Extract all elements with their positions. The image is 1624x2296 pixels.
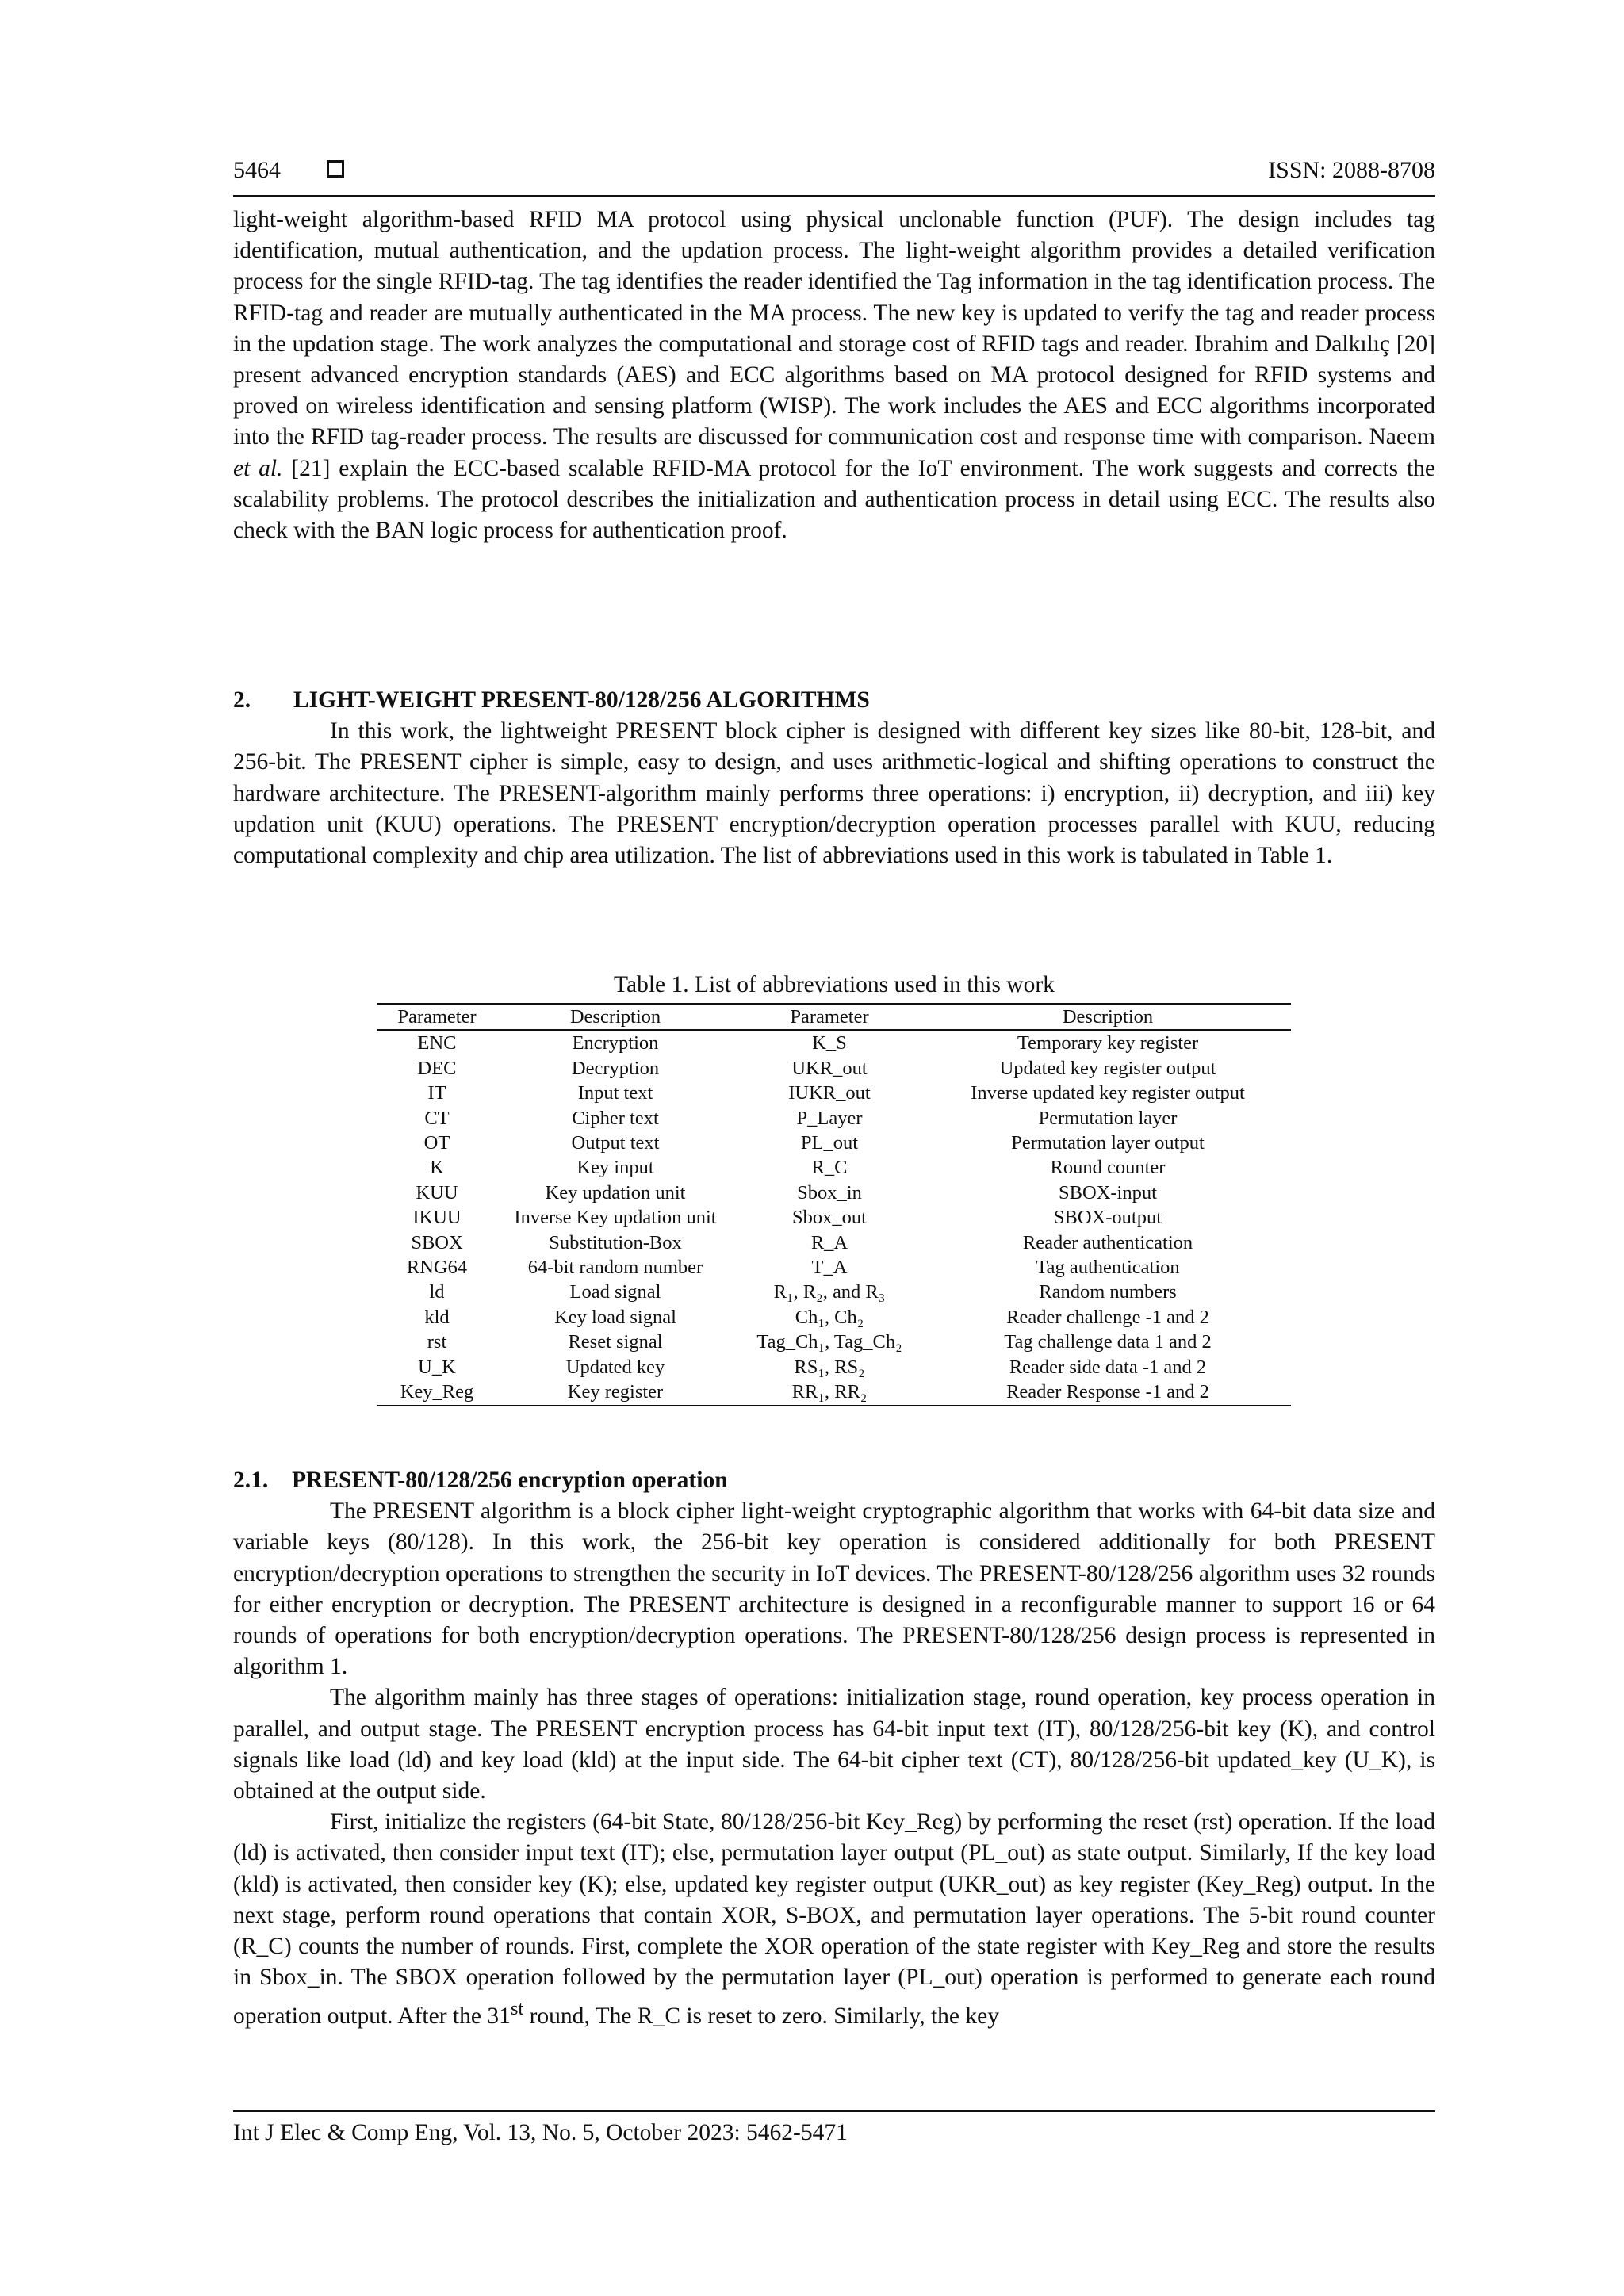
table-cell: Inverse Key updation unit <box>514 1207 717 1229</box>
table-row <box>377 1380 1291 1405</box>
table-row <box>377 1106 1291 1131</box>
table-cell: PL_out <box>800 1132 859 1154</box>
table-cell: Updated key register output <box>999 1057 1216 1079</box>
table-cell: Output text <box>571 1132 660 1154</box>
table-cell: Reader side data -1 and 2 <box>1009 1356 1207 1378</box>
table-cell: RS₁, RS₂ <box>794 1356 865 1378</box>
table-row <box>377 1255 1291 1280</box>
table-cell: Reader challenge -1 and 2 <box>1006 1306 1209 1328</box>
table-row <box>377 1305 1291 1330</box>
table-cell: Temporary key register <box>1017 1032 1199 1054</box>
table-cell: Input text <box>577 1082 653 1104</box>
table-cell: T_A <box>811 1257 848 1279</box>
table-row <box>377 1131 1291 1155</box>
table-cell: U_K <box>418 1356 456 1378</box>
table-cell: Sbox_out <box>792 1207 867 1229</box>
table-row <box>377 1330 1291 1354</box>
table-cell: Reader authentication <box>1022 1231 1193 1253</box>
intro-block <box>233 205 1435 546</box>
table-cell: RR₁, RR₂ <box>734 1380 925 1405</box>
table-cell: R_C <box>811 1157 848 1179</box>
table-cell: UKR_out <box>791 1057 868 1079</box>
body-text-b: round, The R_C is reset to zero. Similarly, the key <box>523 2003 999 2030</box>
intro-text-a: light-weight algorithm-based RFID MA protocol using physical unclonable function (PUF). The design includes tag identification, mutual authentication, and the updation process. The light-weight algorithm provides a detailed verification process for the single RFID-tag. The tag identifies the reader identified the Tag information in the tag identification process. The RFID-tag and reader are mutually authenticated in the MA process. The new key is updated to verify the tag and reader process in the updation stage. The work analyzes the computational and storage cost of RFID tags and reader. Ibrahim and Dalkılıç [20] present advanced encryption standards (AES) and ECC algorithms based on MA protocol designed for RFID systems and proved on wireless identification and sensing platform (WISP). The work includes the AES and ECC algorithms incorporated into the RFID tag-reader process. The results are discussed for communication cost and response time with comparison. Naeem <box>233 207 1435 450</box>
table-row <box>377 1230 1291 1255</box>
table-row <box>377 1181 1291 1205</box>
table-cell: Sbox_in <box>797 1181 862 1203</box>
header-rule <box>233 195 1435 197</box>
table-cell: Reset signal <box>568 1331 663 1353</box>
table-cell: Key_Reg <box>377 1380 496 1405</box>
table-cell: Round counter <box>1050 1157 1166 1179</box>
table-row <box>377 1155 1291 1180</box>
intro-paragraph <box>233 205 1435 546</box>
section-heading <box>233 685 1435 716</box>
section-2-paragraph: In this work, the lightweight PRESENT block cipher is designed with different key sizes like 80-bit, 128-bit, and 256-bit. The PRESENT cipher is simple, easy to design, and uses arithmetic-logical and shifting operations to construct the hardware architecture. The PRESENT-algorithm mainly performs three operations: i) encryption, ii) decryption, and iii) key updation unit (KUU) operations. The PRESENT encryption/decryption operation processes parallel with KUU, reducing computational complexity and chip area utilization. The list of abbreviations used in this work is tabulated in Table 1. <box>233 718 1435 869</box>
table-cell: Cipher text <box>572 1107 659 1129</box>
table-cell: RNG64 <box>406 1257 468 1279</box>
table-cell: IUKR_out <box>788 1082 871 1104</box>
square-bullet-icon <box>327 160 344 178</box>
table-cell: Encryption <box>572 1032 659 1054</box>
table-cell: kld <box>424 1306 450 1328</box>
table-cell: R_A <box>810 1231 848 1253</box>
table-cell: KUU <box>416 1181 458 1203</box>
body-text-a: First, initialize the registers (64-bit State, 80/128/256-bit Key_Reg) by performing the reset (rst) operation. If the load (ld) is activated, then consider input text (IT); else, permutation layer output (PL_out) as state output. Similarly, If the key load (kld) is activated, then consider key (K); else, updated key register output (UKR_out) as key register (Key_Reg) output. In the next stage, perform round operations that contain XOR, S-BOX, and permutation layer operations. The 5-bit round counter (R_C) counts the number of rounds. First, complete the XOR operation of the state register with Key_Reg and store the results in Sbox_in. The SBOX operation followed by the permutation layer (PL_out) operation is performed to generate each round operation output. After the 31 <box>233 1809 1435 2030</box>
column-header: Description <box>496 1004 734 1030</box>
table-header-row <box>377 1004 1291 1030</box>
column-header: Parameter <box>734 1004 925 1030</box>
table-cell: Key load signal <box>554 1306 676 1328</box>
table-cell: Tag challenge data 1 and 2 <box>1004 1331 1212 1353</box>
table-cell: CT <box>424 1107 450 1129</box>
table-cell: K_S <box>812 1032 847 1054</box>
table-row <box>377 1280 1291 1304</box>
table-cell: SBOX-output <box>1053 1207 1162 1229</box>
table-cell: SBOX <box>411 1231 463 1253</box>
table-cell: Key register <box>496 1380 734 1405</box>
subsection-number: 2.1. <box>233 1468 269 1493</box>
table-cell: R₁, R₂, and R₃ <box>773 1281 886 1303</box>
subsection-title: PRESENT-80/128/256 encryption operation <box>292 1468 728 1493</box>
table-cell: ld <box>429 1281 445 1303</box>
table-cell: IT <box>427 1082 446 1104</box>
table-cell: IKUU <box>412 1207 462 1229</box>
issn-label: ISSN: 2088-8708 <box>1268 157 1435 183</box>
section-2-1 <box>233 1465 1435 2032</box>
table-cell: Key input <box>576 1157 654 1179</box>
table-cell: ENC <box>417 1032 457 1054</box>
section-title: LIGHT-WEIGHT PRESENT-80/128/256 ALGORITHMS <box>293 687 870 713</box>
table-cell: Key updation unit <box>545 1181 686 1203</box>
page-header <box>233 152 1435 193</box>
table-cell: Tag authentication <box>1036 1257 1180 1279</box>
body-paragraph: The PRESENT algorithm is a block cipher light-weight cryptographic algorithm that works with 64-bit data size and variable keys (80/128). In this work, the 256-bit key operation is considered additionally for both PRESENT encryption/decryption operations to strengthen the security in IoT devices. The PRESENT-80/128/256 algorithm uses 32 rounds for either encryption or decryption. The PRESENT architecture is designed in a reconfigurable manner to support 16 or 64 rounds of operations for both encryption/decryption operations. The PRESENT-80/128/256 design process is represented in algorithm 1. <box>233 1498 1435 1680</box>
ordinal-superscript: st <box>510 1998 524 2020</box>
table-cell: rst <box>427 1331 447 1353</box>
table-cell: Inverse updated key register output <box>971 1082 1245 1104</box>
footer-rule <box>233 2110 1435 2112</box>
table-cell: OT <box>423 1132 450 1154</box>
table-row <box>377 1355 1291 1380</box>
table-row <box>377 1205 1291 1230</box>
column-header: Parameter <box>377 1004 496 1030</box>
abbreviations-table <box>377 1003 1291 1406</box>
table-cell: K <box>430 1157 444 1179</box>
table-row <box>377 1056 1291 1081</box>
table-row <box>377 1030 1291 1055</box>
page-footer: Int J Elec & Comp Eng, Vol. 13, No. 5, October 2023: 5462-5471 <box>233 2120 848 2145</box>
table-cell: Permutation layer <box>1038 1107 1178 1129</box>
column-header: Description <box>925 1004 1291 1030</box>
table-cell: Load signal <box>569 1281 661 1303</box>
table-cell: Tag_Ch₁, Tag_Ch₂ <box>756 1331 902 1353</box>
table-cell: P_Layer <box>796 1107 863 1129</box>
table-cell: Decryption <box>571 1057 660 1079</box>
section-2 <box>233 685 1435 871</box>
table-cell: Random numbers <box>1039 1281 1177 1303</box>
table-cell: 64-bit random number <box>527 1257 703 1279</box>
section-number: 2. <box>233 687 251 713</box>
table-cell: SBOX-input <box>1059 1181 1157 1203</box>
body-paragraph <box>233 1807 1435 2032</box>
page-number: 5464 <box>233 157 281 183</box>
table-caption: Table 1. List of abbreviations used in this work <box>614 972 1055 997</box>
subsection-heading <box>233 1465 1435 1496</box>
table-cell: Ch₁, Ch₂ <box>795 1306 864 1328</box>
table-cell: Updated key <box>565 1356 665 1378</box>
table-cell: Permutation layer output <box>1011 1132 1205 1154</box>
table-row <box>377 1081 1291 1105</box>
table-cell: DEC <box>417 1057 457 1079</box>
table-cell: Substitution-Box <box>549 1231 682 1253</box>
body-paragraph: The algorithm mainly has three stages of operations: initialization stage, round operation, key process operation in parallel, and output stage. The PRESENT encryption process has 64-bit input text (IT), 80/128/256-bit key (K), and control signals like load (ld) and key load (kld) at the input side. The 64-bit cipher text (CT), 80/128/256-bit updated_key (U_K), is obtained at the output side. <box>233 1685 1435 1804</box>
intro-etal: et al. <box>233 455 283 481</box>
table-cell: Reader Response -1 and 2 <box>925 1380 1291 1405</box>
intro-text-b: [21] explain the ECC-based scalable RFID-MA protocol for the IoT environment. The work suggests and corrects the scalability problems. The protocol describes the initialization and authentication process in detail using ECC. The results also check with the BAN logic process for authentication proof. <box>233 455 1435 544</box>
